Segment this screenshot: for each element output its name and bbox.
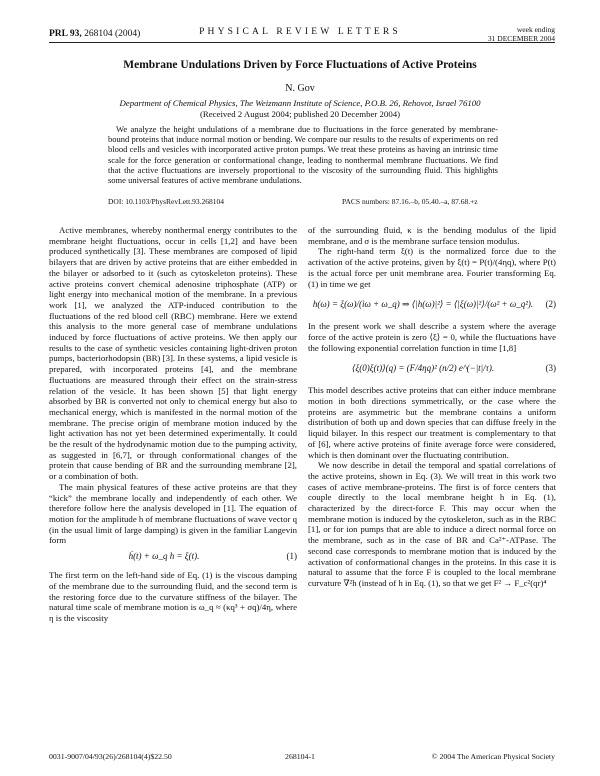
paragraph: This model describes active proteins that can either induce membrane motion in both directions symmetrically, or the case where the proteins are asymmetric but the membrane contains a uniform distribution of both up and down species that can diffuse freely in the liquid bilayer. In this respect our treatment is complementary to that of [6], where active proteins of finite average force were considered, which is then dominant over the fluctuating contribution.	[308, 385, 556, 460]
equation-body: h(ω) = ξ(ω)/(iω + ω_q) ⇒ ⟨|h(ω)|²⟩ = ⟨|ξ(ω)|²⟩/(ω² + ω_q²).	[312, 299, 534, 310]
week-ending-label: week ending	[516, 25, 555, 34]
article-number: 268104 (2004)	[84, 29, 141, 39]
paragraph: The main physical features of these active proteins are that they “kick” the membrane locally and independently of each other. We therefore follow here the analysis developed in [1]. The equation of motion for the amplitude h of membrane fluctuations of wave vector q (in the usual limit of large damping) is given in the familiar Langevin form	[49, 481, 297, 546]
left-column	[49, 225, 297, 624]
paragraph: We now describe in detail the temporal and spatial correlations of the active proteins, shown in Eq. (3). We will treat in this work two cases of active membrane-proteins. The first is of force centers that couple directly to the local membrane height h in Eq. (1), characterized by the direct-force F. This may occur when the membrane motion is induced by the cytoskeleton, such as in the RBC [1], or for ion pumps that are able to induce a direct normal force on the membrane, such as in the case of BR and Ca²⁺-ATPase. The second case corresponds to membrane motion that is induced by the activation of conformational changes in the proteins. In this case it is natural to assume that the force F is coupled to the local membrane curvature ∇²h (instead of h in Eq. (1), so that we get F² → F_c²(qr)⁴	[308, 460, 556, 588]
equation-number: (3)	[545, 363, 556, 374]
right-column	[308, 225, 556, 589]
paragraph: Active membranes, whereby nonthermal energy contributes to the membrane height fluctuations, occur in cells [1,2] and have been produced synthetically [3]. These membranes are composed of lipid bilayers that are driven by active proteins that are either embedded in the bilayer or adsorbed to it (such as cytoskeleton proteins). These active proteins convert chemical adenosine triphosphate (ATP) or light energy into mechanical motion of the membrane. In a previous work [1], we analyzed the ATP-induced contribution to the fluctuations of the red blood cell (RBC) membrane. Here we extend this analysis to the more general case of membrane undulations induced by force fluctuations of active proteins. We then apply our results to the case of synthetic vesicles containing light-driven proton pumps, bacteriorhodopsin (BR) [3]. In these systems, a lipid vesicle is prepared, with incorporated proteins [4], and the membrane fluctuations are measured through their effect on the strain-stress relation of the vesicle. It has been shown [5] that light energy absorbed by BR is converted not only to chemical energy but also to mechanical energy, which is manifested in the normal motion of the membrane. The precise origin of membrane motion induced by the light activation has not yet been determined experimentally. It could be the result of the hydrodynamic motion due to the pumping activity, as suggested in [6,7], or through conformational changes of the protein that cause bending of BR and the surrounding membrane [2], or a combination of both.	[49, 225, 297, 482]
issue-date-value: 31 DECEMBER 2004	[487, 34, 555, 43]
copyright: © 2004 The American Physical Society	[431, 752, 555, 761]
equation-body: ⟨ξ(0)ξ(t)⟩(q) = (F/4ηq)² (n/2) e^(−|t|/τ).	[351, 363, 495, 374]
equation-1	[49, 549, 297, 567]
article-title: Membrane Undulations Driven by Force Fluctuations of Active Proteins	[123, 59, 477, 71]
abstract: We analyze the height undulations of a membrane due to fluctuations in the force generated by membrane-bound proteins that induce normal motion or bending. We compare our results to the results of experiments on red blood cells and vesicles with incorporated active proton pumps. We treat these proteins as having an intrinsic time scale for the force generation or conformational change, leading to nonthermal membrane fluctuations. We find that the active fluctuations are inversely proportional to the viscosity of the surrounding fluid. This highlights some universal features of active membrane undulations.	[108, 124, 498, 186]
header-rule	[49, 42, 555, 43]
journal-volume: PRL 93,	[49, 29, 82, 39]
issue-date	[488, 25, 555, 43]
doi: DOI: 10.1103/PhysRevLett.93.268104	[108, 197, 224, 206]
equation-2	[308, 292, 556, 318]
equation-number: (1)	[286, 551, 297, 562]
equation-body: ḣ(t) + ω_q h = ξ(t).	[128, 551, 200, 562]
footer-code: 0031-9007/04/93(26)/268104(4)$22.50	[49, 752, 172, 761]
paragraph: of the surrounding fluid, κ is the bending modulus of the lipid membrane, and σ is the membrane surface tension modulus.	[308, 225, 556, 246]
journal-name: PHYSICAL REVIEW LETTERS	[199, 27, 401, 37]
paragraph: The right-hand term ξ(t) is the normalized force due to the activation of the active proteins, given by ξ(t) = P(t)/(4ηq), where P(t) is the actual force per unit membrane area. Fourier transforming Eq. (1) in time we get	[308, 246, 556, 289]
equation-number: (2)	[545, 299, 556, 310]
paragraph: In the present work we shall describe a system where the average force of the active protein is zero ⟨ξ⟩ = 0, while the fluctuations have the following exponential correlation function in time [1,8]	[308, 321, 556, 353]
page-number: 268104-1	[285, 752, 315, 761]
equation-3	[308, 356, 556, 382]
paragraph: The first term on the left-hand side of Eq. (1) is the viscous damping of the membrane due to the surrounding fluid, and the second term is the restoring force due to the curvature stiffness of the bilayer. The natural time scale of membrane motion is ω_q ≈ (κq³ + σq)/4η, where η is the viscosity	[49, 570, 297, 623]
affiliation: Department of Chemical Physics, The Weizmann Institute of Science, P.O.B. 26, Rehovot, Israel 76100	[119, 98, 481, 108]
received-dates: (Received 2 August 2004; published 20 December 2004)	[199, 109, 401, 119]
author: N. Gov	[285, 83, 315, 94]
pacs-numbers: PACS numbers: 87.16.–b, 05.40.–a, 87.68.+z	[342, 197, 478, 206]
